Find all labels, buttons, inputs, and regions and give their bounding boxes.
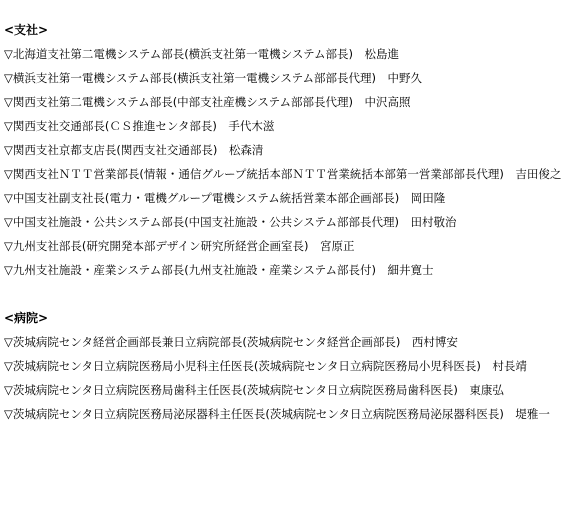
section-hospitals [4, 306, 570, 426]
section-branch-offices [4, 18, 570, 282]
list-item: ▽関西支社京都支店長(関西支社交通部長) 松森清 [4, 143, 264, 157]
list-item: ▽茨城病院センタ日立病院医務局泌尿器科主任医長(茨城病院センタ日立病院医務局泌尿器科医長) 堤雅一 [4, 407, 550, 421]
list-item: ▽北海道支社第二電機システム部長(横浜支社第一電機システム部長) 松島進 [4, 47, 400, 61]
list-item: ▽茨城病院センタ日立病院医務局歯科主任医長(茨城病院センタ日立病院医務局歯科医長) 東康弘 [4, 383, 504, 397]
list-item: ▽九州支社施設・産業システム部長(九州支社施設・産業システム部長付) 細井寛士 [4, 263, 434, 277]
list-item: ▽関西支社交通部長(ＣＳ推進センタ部長) 手代木滋 [4, 119, 275, 133]
list-item: ▽茨城病院センタ日立病院医務局小児科主任医長(茨城病院センタ日立病院医務局小児科医長) 村長靖 [4, 359, 527, 373]
personnel-list [4, 18, 570, 426]
list-item: ▽関西支社第二電機システム部長(中部支社産機システム部部長代理) 中沢高照 [4, 95, 411, 109]
list-item: ▽九州支社部長(研究開発本部デザイン研究所経営企画室長) 宮原正 [4, 239, 355, 253]
list-item: ▽関西支社ＮＴＴ営業部長(情報・通信グループ統括本部ＮＴＴ営業統括本部第一営業部部長代理) 吉田俊之 [4, 167, 562, 181]
list-item: ▽横浜支社第一電機システム部長(横浜支社第一電機システム部部長代理) 中野久 [4, 71, 423, 85]
list-item: ▽茨城病院センタ経営企画部長兼日立病院部長(茨城病院センタ経営企画部長) 西村博安 [4, 335, 458, 349]
list-item: ▽中国支社副支社長(電力・電機グループ電機システム統括営業本部企画部長) 岡田隆 [4, 191, 446, 205]
section-divider [4, 282, 570, 306]
list-item: ▽中国支社施設・公共システム部長(中国支社施設・公共システム部部長代理) 田村敬治 [4, 215, 457, 229]
section-heading: <病院> [4, 311, 49, 325]
section-heading: <支社> [4, 23, 49, 37]
